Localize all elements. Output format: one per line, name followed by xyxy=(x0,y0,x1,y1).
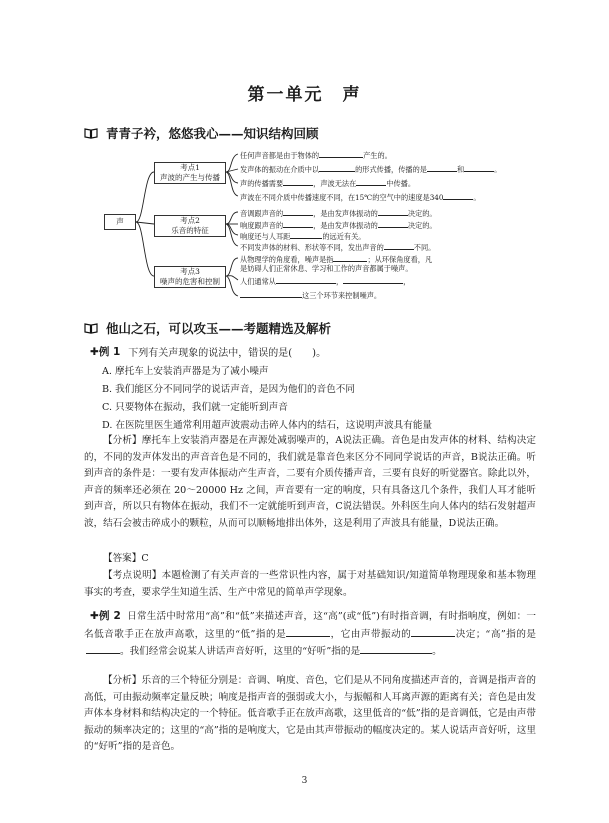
option-a: A. 摩托车上安装消声器是为了减小噪声 xyxy=(102,366,269,377)
example-2-question: ✚例 2 日常生活中时常用“高”和“低”来描述声音，这“高”(或“低”)有时指音调，有时指响度，例如：一名低音歌手正在放声高歌，这里的“低”指的是 ，它由声带振动的 决定；“高”指的是。我们经常会说某人讲话声音好听，这里的“好听”指的是 。 xyxy=(84,610,537,658)
mind-line: 是妨碍人们正常休息、学习和工作的声音都属于噪声。 xyxy=(240,264,413,273)
topic-box-1: 考点1 声波的产生与传播 xyxy=(154,162,226,184)
topic-box-2: 考点2 乐音的特征 xyxy=(154,215,226,237)
example-2-analysis: 【分析】乐音的三个特征分别是：音调、响度、音色，它们是从不同角度描述声音的，音调是指声音的高低，可由振动频率定量反映；响度是指声音的强弱或大小，与振幅和人耳离声源的距离有关；音色是由发声体本身材料和结构决定的一个特征。低音歌手正在放声高歌，这里低音的“低”指的是音调低，它是由声带振动的频率决定的；这里的“高”指的是响度大，它是由其声带振动的幅度决定的。某人说话声音好听，这里的“好听”指的是音色。 xyxy=(84,675,537,753)
mind-line: 响度跟声音的 ，是由发声体振动的 决定的。 xyxy=(240,221,437,230)
mind-line: 音调跟声音的 ，是由发声体振动的 决定的。 xyxy=(240,209,437,218)
mind-line: 人们通常从 ， ， xyxy=(240,277,411,286)
section-heading-examples xyxy=(84,319,331,337)
mind-line: 不同发声体的材料、形状等不同，发出声音的 不同。 xyxy=(240,243,436,252)
option-c: C. 只要物体在振动，我们就一定能听到声音 xyxy=(102,402,288,413)
mind-line: 从物理学的角度看，噪声是指 ；从环保角度看，凡 xyxy=(240,255,433,264)
option-d: D. 在医院里医生通常利用超声波震动击碎人体内的结石，这说明声波具有能量 xyxy=(102,420,433,431)
section-heading-review xyxy=(84,124,319,142)
mind-line: 声的传播需要 ，声波无法在 中传播。 xyxy=(240,179,416,188)
mind-map-root: 声 xyxy=(104,214,136,230)
mind-line: 发声体的振动在介质中以 的形式传播，传播的是 和 。 xyxy=(240,165,502,174)
cross-icon: ✚ xyxy=(90,610,99,622)
unit-title: 第一单元 声 xyxy=(247,85,362,105)
cross-icon: ✚ xyxy=(90,346,99,358)
book-icon xyxy=(84,128,98,139)
page-number: 3 xyxy=(301,776,308,786)
section-title: 他山之石，可以攻玉——考题精选及解析 xyxy=(106,321,332,336)
book-icon xyxy=(84,323,98,334)
knowledge-mind-map xyxy=(100,146,520,316)
mind-line: 这三个环节来控制噪声。 xyxy=(240,290,381,300)
mind-line: 声波在不同介质中传播速度不同，在15℃的空气中的速度是340 。 xyxy=(240,193,481,202)
mind-line: 任何声音都是由于物体的 产生的。 xyxy=(240,151,392,160)
example-1-note: 【考点说明】本题检测了有关声音的一些常识性内容，属于对基础知识/知道简单物理现象和基本物理事实的考查，要求学生知道生活、生产中常见的简单声学现象。 xyxy=(84,570,537,598)
option-b: B. 我们能区分不同同学的说话声音，是因为他们的音色不同 xyxy=(102,384,355,395)
example-1-question: ✚例 1 下列有关声现象的说法中，错误的是( )。 xyxy=(90,346,327,359)
topic-box-3: 考点3 噪声的危害和控制 xyxy=(154,266,226,288)
example-1-answer: 【答案】C xyxy=(103,553,149,564)
mind-line: 响度还与人耳距 的远近有关。 xyxy=(240,232,366,241)
section-title: 青青子衿，悠悠我心——知识结构回顾 xyxy=(106,126,319,141)
example-1-analysis: 【分析】摩托车上安装消声器是在声源处减弱噪声的，A说法正确。音色是由发声体的材料、结构决定的，不同的发声体发出的声音音色是不同的，我们就是靠音色来区分不同同学说话的声音，B说法正确。听到声音的条件是：一要有发声体振动产生声音，二要有介质传播声音，三要有良好的听觉器官。除此以外，声音的频率还必须在 20～20000 Hz 之间，声音要有一定的响度，只有具备这几个条件，我们人耳才能听到声音，所以只有物体在振动，我们不一定就能听到声音，C说法错误。外科医生向人体内的结石发射超声波，结石会被击碎成小的颗粒，从而可以顺畅地排出体外，这是利用了声波具有能量，D说法正确。 xyxy=(84,435,536,529)
